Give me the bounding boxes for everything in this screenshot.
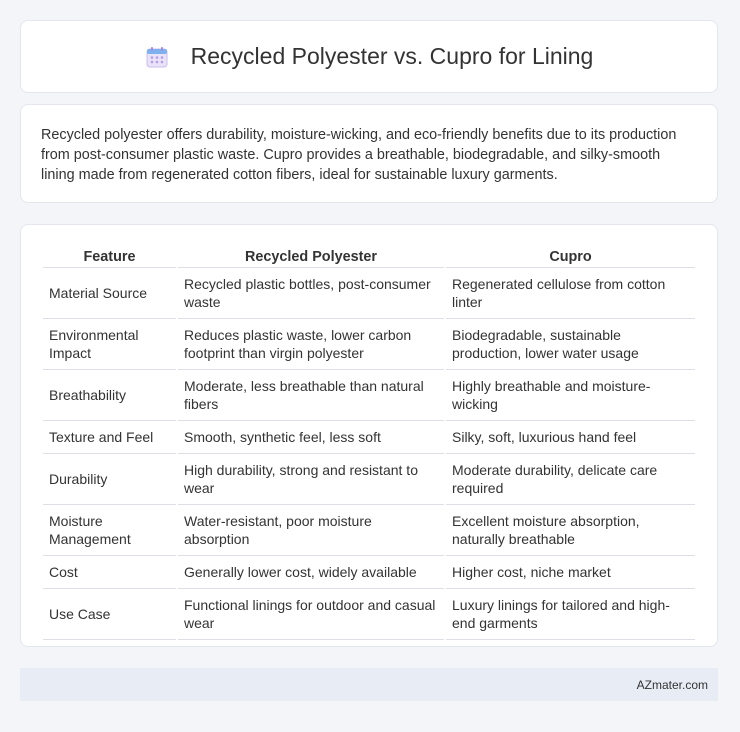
table-row <box>43 421 695 454</box>
header-cupro: Cupro <box>446 243 695 268</box>
polyester-cell: Functional linings for outdoor and casual wear <box>178 589 444 640</box>
cupro-cell: Moderate durability, delicate care required <box>446 454 695 505</box>
polyester-cell: Reduces plastic waste, lower carbon footprint than virgin polyester <box>178 319 444 370</box>
feature-cell: Moisture Management <box>43 505 176 556</box>
intro-text: Recycled polyester offers durability, moisture-wicking, and eco-friendly benefits due to its production from post-consumer plastic waste. Cupro provides a breathable, biodegradable, and silky-smooth lining made from regenerated cotton fibers, ideal for sustainable luxury garments. <box>41 127 677 183</box>
feature-cell: Cost <box>43 556 176 589</box>
footer-site-link[interactable]: AZmater.com <box>636 677 708 692</box>
title-card <box>20 20 718 93</box>
calendar-icon <box>145 45 169 69</box>
cupro-cell: Luxury linings for tailored and high-end garments <box>446 589 695 640</box>
table-row <box>43 268 695 319</box>
feature-cell: Use Case <box>43 589 176 640</box>
polyester-cell: High durability, strong and resistant to wear <box>178 454 444 505</box>
feature-cell: Environmental Impact <box>43 319 176 370</box>
feature-cell: Breathability <box>43 370 176 421</box>
header-recycled-polyester: Recycled Polyester <box>178 243 444 268</box>
cupro-cell: Silky, soft, luxurious hand feel <box>446 421 695 454</box>
table-row <box>43 589 695 640</box>
page-title-text: Recycled Polyester vs. Cupro for Lining <box>190 43 594 69</box>
intro-card <box>20 104 718 203</box>
page-title <box>145 43 594 70</box>
cupro-cell: Biodegradable, sustainable production, lower water usage <box>446 319 695 370</box>
comparison-table <box>41 243 697 640</box>
cupro-cell: Highly breathable and moisture-wicking <box>446 370 695 421</box>
cupro-cell: Excellent moisture absorption, naturally breathable <box>446 505 695 556</box>
table-row <box>43 556 695 589</box>
comparison-card <box>20 224 718 647</box>
feature-cell: Durability <box>43 454 176 505</box>
header-feature: Feature <box>43 243 176 268</box>
cupro-cell: Higher cost, niche market <box>446 556 695 589</box>
footer <box>20 668 718 701</box>
table-row <box>43 319 695 370</box>
polyester-cell: Smooth, synthetic feel, less soft <box>178 421 444 454</box>
polyester-cell: Moderate, less breathable than natural fibers <box>178 370 444 421</box>
feature-cell: Material Source <box>43 268 176 319</box>
polyester-cell: Water-resistant, poor moisture absorption <box>178 505 444 556</box>
cupro-cell: Regenerated cellulose from cotton linter <box>446 268 695 319</box>
table-row <box>43 505 695 556</box>
table-header-row <box>43 243 695 268</box>
feature-cell: Texture and Feel <box>43 421 176 454</box>
table-row <box>43 370 695 421</box>
polyester-cell: Recycled plastic bottles, post-consumer waste <box>178 268 444 319</box>
polyester-cell: Generally lower cost, widely available <box>178 556 444 589</box>
table-row <box>43 454 695 505</box>
